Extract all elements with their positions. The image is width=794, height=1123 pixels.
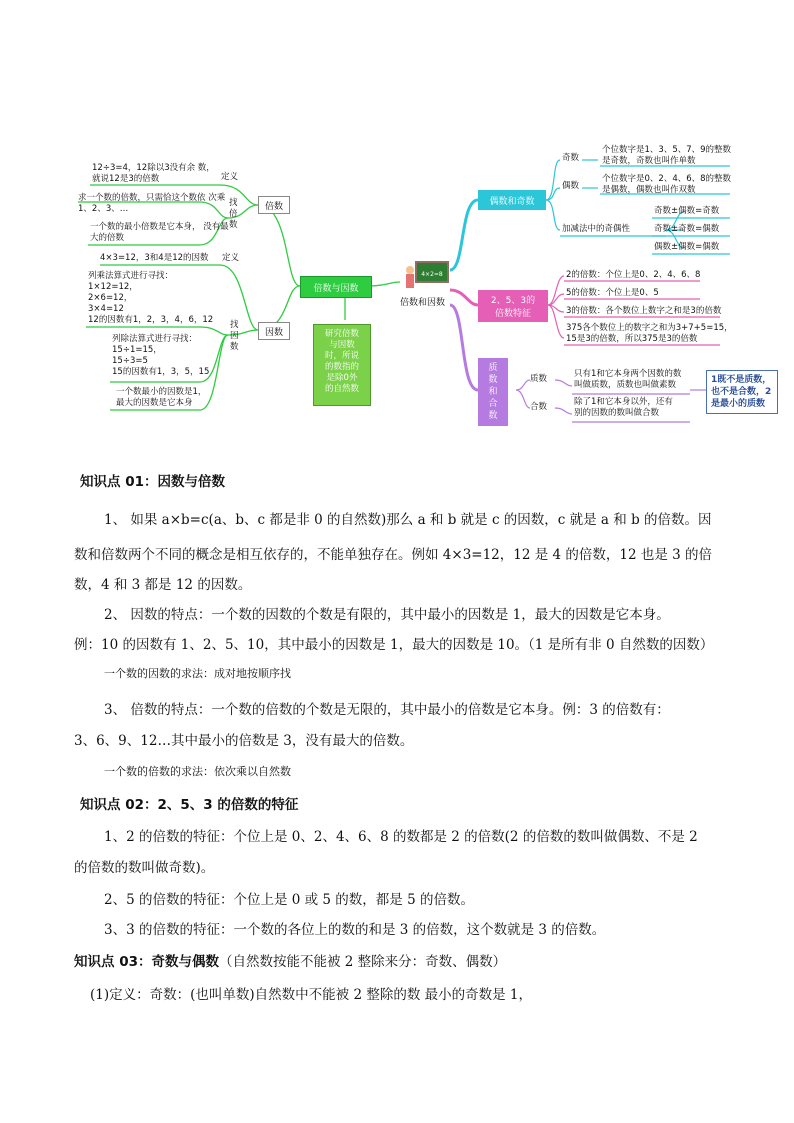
heading-knowledge-03-row (74, 950, 506, 970)
heading-knowledge-03-tail: （自然数按能不能被 2 整除来分：奇数、偶数） (219, 954, 507, 970)
q3-line: 3、3 的倍数的特征：一个数的各位上的数的和是 3 的倍数，这个数就是 3 的倍数。 (104, 922, 606, 938)
q1-line-1: 1、2 的倍数的特征：个位上是 0、2、4、6、8 的数都是 2 的倍数(2 的倍数的数叫做偶数、不是 2 (104, 829, 698, 845)
parity-rule-3: 偶数±偶数=偶数 (654, 242, 720, 252)
find-factor-text-2: 列除法算式进行寻找： 15÷1=15， 15÷3=5 15的因数有1，3，5，15 (112, 334, 210, 377)
feature-5: 5的倍数：个位上是0、5 (566, 288, 659, 298)
p1-line-1: 1、 如果 a×b=c(a、b、c 都是非 0 的自然数)那么 a 和 b 就是 c 的因数，c 就是 a 和 b 的倍数。因 (104, 512, 712, 528)
parity-rule-1: 奇数±偶数=奇数 (654, 206, 720, 216)
find-multiple-text-2: 一个数的最小倍数是它本身， 没有最大的倍数 (90, 222, 229, 243)
find-factor-text-3: 一个数最小的因数是1， 最大的因数是它本身 (116, 387, 207, 408)
composite-text: 除了1和它本身以外，还有 别的因数的数叫做合数 (574, 397, 673, 418)
p3-note: 一个数的倍数的求法：依次乘以自然数 (104, 765, 291, 778)
p2-line-1: 2、 因数的特点：一个数的因数的个数是有限的，其中最小的因数是 1，最大的因数是它本身。 (104, 607, 670, 623)
p2-line-2: 例：10 的因数有 1、2、5、10，其中最小的因数是 1，最大的因数是 10。（1 是所有非 0 自然数的因数） (74, 637, 714, 653)
prime-note: 1既不是质数， 也不是合数，2 是最小的质数 (706, 370, 778, 414)
feature-3-example: 375各个数位上的数字之和为3+7+5=15， 15是3的倍数，所以375是3的倍数 (566, 323, 733, 344)
even-text: 个位数字是0、2、4、6、8的整数 是偶数，偶数也叫作双数 (602, 174, 732, 195)
center-label: 倍数和因数 (400, 298, 446, 308)
prime-text: 只有1和它本身两个因数的数 叫做质数，质数也叫做素数 (574, 369, 682, 390)
parity-rule-2: 奇数±奇数=偶数 (654, 224, 720, 234)
odd-even-node: 偶数和奇数 (478, 190, 546, 210)
find-multiple-text-1: 求一个数的倍数，只需恰这个数依 次乘1、2、3、… (78, 193, 226, 214)
parity-add-label: 加减法中的奇偶性 (562, 224, 631, 234)
research-note: 研究倍数 与因数 时，所说 的数指的 是除0外 的自然数 (313, 324, 371, 406)
board-text: 4×2=8 (421, 271, 443, 278)
p1-line-2: 数和倍数两个不同的概念是相互依存的，不能单独存在。例如 4×3=12，12 是 4 的倍数，12 也是 3 的倍 (74, 547, 713, 563)
p3-line-1: 3、 倍数的特点：一个数的倍数的个数是无限的，其中最小的倍数是它本身。例：3 的倍数有： (104, 702, 670, 718)
find-multiple-label: 找 倍 数 (229, 198, 238, 230)
odd-text: 个位数字是1、3、5、7、9的整数 是奇数，奇数也叫作单数 (602, 145, 732, 166)
heading-knowledge-01: 知识点 01：因数与倍数 (80, 474, 225, 490)
prime-composite-node: 质 数 和 合 数 (478, 358, 508, 426)
p1-line-3: 数，4 和 3 都是 12 的因数。 (74, 577, 252, 593)
even-label: 偶数 (562, 181, 580, 191)
definition-label-2: 定义 (222, 253, 240, 263)
definition-label-1: 定义 (221, 172, 239, 182)
feature-2: 2的倍数：个位上是0、2、4、6、8 (566, 270, 701, 280)
def-multiple-text: 12÷3=4，12除以3没有余 数，就说12是3的倍数 (92, 163, 215, 184)
feature-235-node: 2、5、3的 倍数特征 (478, 290, 548, 322)
heading-knowledge-02: 知识点 02：2、5、3 的倍数的特征 (80, 797, 299, 813)
r1-line: (1)定义：奇数：(也叫单数)自然数中不能被 2 整除的数 最小的奇数是 1， (90, 987, 532, 1003)
multiple-node: 倍数 (258, 196, 290, 214)
find-factor-text-1: 列乘法算式进行寻找： 1×12=12， 2×6=12， 3×4=12 12的因数有1，2，3，4，6，12 (88, 271, 214, 325)
heading-knowledge-03: 知识点 03：奇数与偶数 (74, 954, 219, 970)
def-factor-text: 4×3=12，3和4是12的因数 (100, 253, 209, 263)
p3-line-2: 3、6、9、12…其中最小的倍数是 3，没有最大的倍数。 (74, 733, 414, 749)
mind-map (0, 0, 794, 440)
q1-line-2: 的倍数的数叫做奇数)。 (74, 860, 215, 876)
factor-node: 因数 (258, 322, 290, 340)
q2-line: 2、5 的倍数的特征：个位上是 0 或 5 的数，都是 5 的倍数。 (104, 892, 474, 908)
composite-label: 合数 (530, 402, 548, 412)
teacher-board-icon (402, 258, 450, 298)
prime-label: 质数 (530, 374, 548, 384)
multiples-factors-node: 倍数与因数 (300, 276, 372, 298)
odd-label: 奇数 (562, 153, 580, 163)
p2-note: 一个数的因数的求法：成对地按顺序找 (104, 667, 291, 680)
feature-3: 3的倍数：各个数位上数字之和是3的倍数 (566, 306, 722, 316)
find-factor-label: 找 因 数 (230, 320, 239, 352)
